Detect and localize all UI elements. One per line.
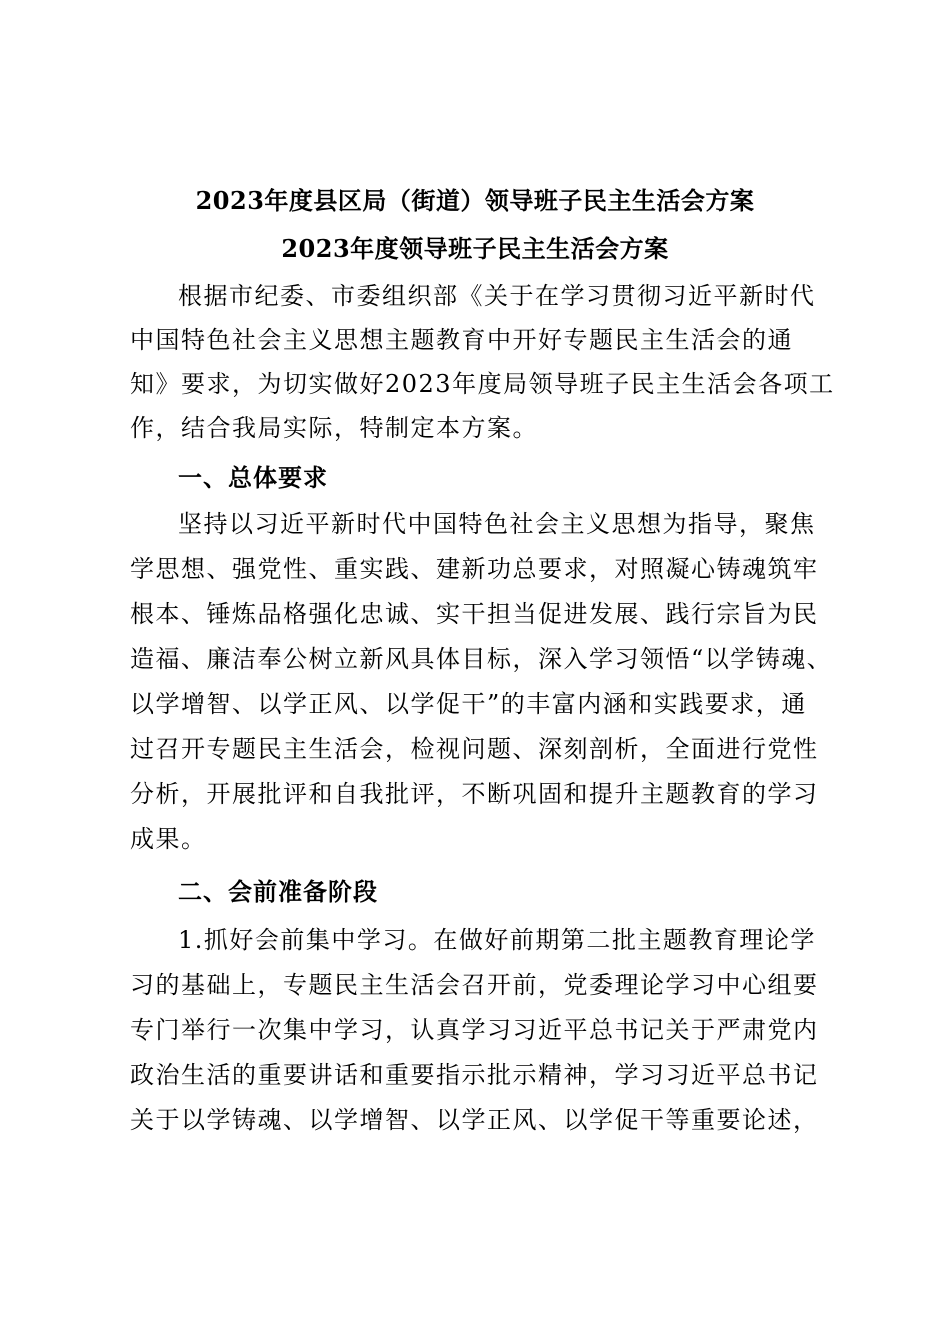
section1-line: 造福、廉洁奉公树立新风具体目标，深入学习领悟“以学铸魂、 <box>130 645 833 673</box>
intro-line: 知》要求，为切实做好2023年度局领导班子民主生活会各项工 <box>130 370 835 398</box>
section2-line: 习的基础上，专题民主生活会召开前，党委理论学习中心组要 <box>130 971 819 999</box>
section2-line: 1.抓好会前集中学习。在做好前期第二批主题教育理论学 <box>178 926 816 954</box>
section1-line: 过召开专题民主生活会，检视问题、深刻剖析，全面进行党性 <box>130 735 819 763</box>
section1-line: 坚持以习近平新时代中国特色社会主义思想为指导，聚焦 <box>178 510 816 538</box>
section1-line: 学思想、强党性、重实践、建新功总要求，对照凝心铸魂筑牢 <box>130 555 819 583</box>
section2-line: 专门举行一次集中学习，认真学习习近平总书记关于严肃党内 <box>130 1016 819 1044</box>
section1-line: 以学增智、以学正风、以学促干”的丰富内涵和实践要求，通 <box>130 690 807 718</box>
section1-line: 分析，开展批评和自我批评，不断巩固和提升主题教育的学习 <box>130 780 819 808</box>
section2-line: 政治生活的重要讲话和重要指示批示精神，学习习近平总书记 <box>130 1061 819 1089</box>
intro-line: 作，结合我局实际，特制定本方案。 <box>130 414 538 442</box>
section1-line: 根本、锤炼品格强化忠诚、实干担当促进发展、践行宗旨为民 <box>130 600 819 628</box>
section2-heading: 二、会前准备阶段 <box>178 878 378 906</box>
intro-line: 根据市纪委、市委组织部《关于在学习贯彻习近平新时代 <box>178 282 816 310</box>
document-subtitle: 2023年度领导班子民主生活会方案 <box>281 234 669 263</box>
intro-line: 中国特色社会主义思想主题教育中开好专题民主生活会的通 <box>130 326 793 354</box>
document-title: 2023年度县区局（街道）领导班子民主生活会方案 <box>195 186 755 215</box>
section1-heading: 一、总体要求 <box>178 464 328 492</box>
section1-line: 成果。 <box>130 825 207 853</box>
section2-line: 关于以学铸魂、以学增智、以学正风、以学促干等重要论述， <box>130 1106 819 1134</box>
